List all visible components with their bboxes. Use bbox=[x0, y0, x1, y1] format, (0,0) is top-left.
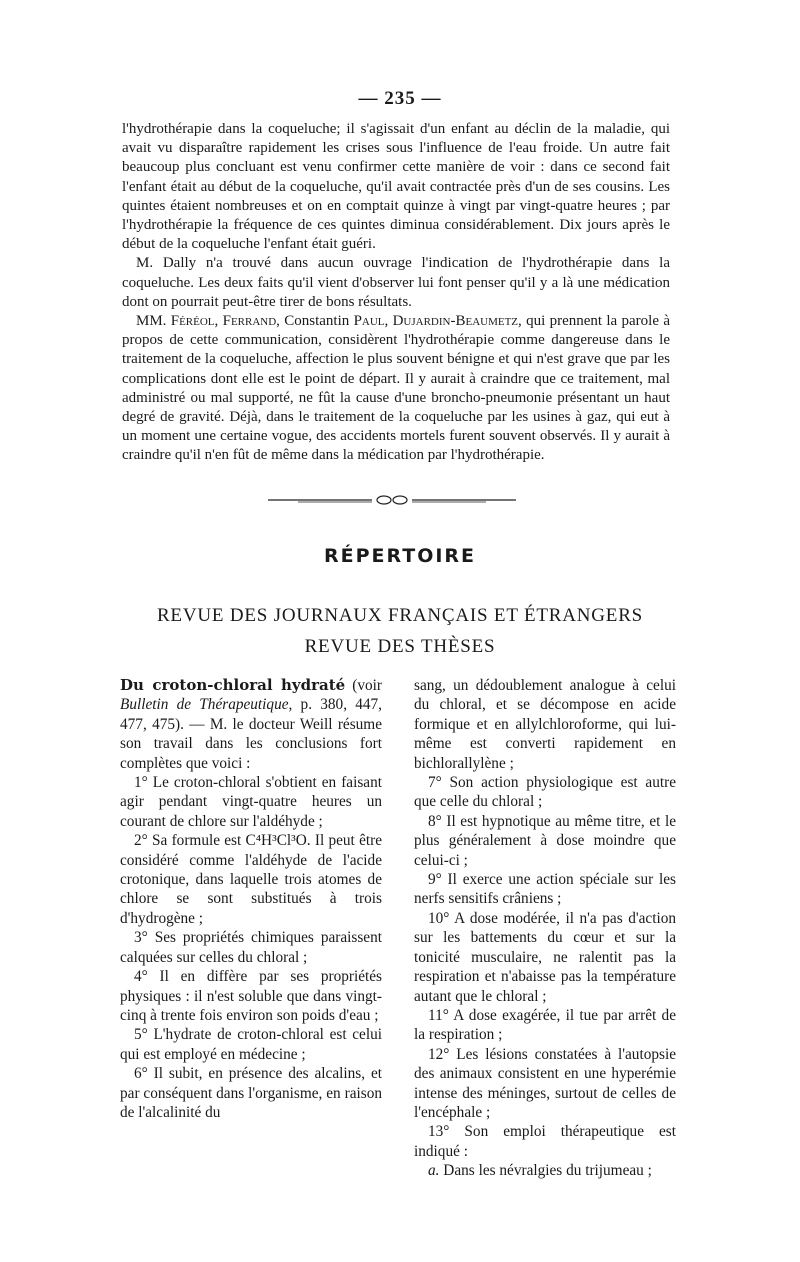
list-item: 6° Il subit, en présence des alcalins, et par conséquent dans l'organisme, en raison de l'alcalinité du bbox=[120, 1065, 382, 1121]
section-divider-ornament bbox=[268, 492, 516, 508]
list-item: 10° A dose modérée, il n'a pas d'action sur les battements du cœur et sur la tonicité musculaire, ne ralentit pas la respiration et n'abaisse pas la température autant que le chloral ; bbox=[414, 909, 676, 1005]
section-subtitle: REVUE DES THÈSES bbox=[304, 636, 496, 657]
list-item: 13° Son emploi thérapeutique est indiqué : bbox=[414, 1123, 676, 1160]
right-column bbox=[414, 676, 676, 1181]
list-item: 11° A dose exagérée, il tue par arrêt de la respiration ; bbox=[414, 1006, 676, 1044]
list-item: 7° Son action physiologique est autre que celle du chloral ; bbox=[414, 774, 676, 811]
paragraph: M. Dally n'a trouvé dans aucun ouvrage l'indication de l'hydrothérapie dans la coqueluche. Les deux faits qu'il vient d'observer lui font penser qu'il y a là une médication dont on pourrait peut-être tirer de bons résultats. bbox=[122, 255, 670, 310]
paragraph: l'hydrothérapie dans la coqueluche; il s'agissait d'un enfant au déclin de la maladie, qui avait vu disparaître rapidement les crises sous l'influence de l'eau froide. Un autre fait beaucoup plus concluant est venu confirmer cette manière de voir : dans ce second fait l'enfant était au début de la coqueluche, qu'il avait contractée près d'un de ses cousins. Les quintes étaient nombreuses et on en comptait quinze à vingt par vingt-quatre heures ; par l'hydrothérapie la fréquence de ces quintes diminua considérablement. Dix jours après le début de la coqueluche l'enfant était guéri. bbox=[122, 121, 670, 253]
paragraph: MM. Féréol, Ferrand, Constantin Paul, Dujardin-Beaumetz, qui prennent la parole à propos de cette communication, considèrent l'hydrothérapie comme dangereuse dans le traitement de la coqueluche, affection le plus souvent bénigne et qui n'est grave que par les complications dont elle est le point de départ. Il y aurait à craindre que ce traitement, mal administré ou mal supporté, ne fût la cause d'une broncho-pneumonie présentant un haut degré de gravité. Déjà, dans le traitement de la coqueluche par les usines à gaz, qui eut à un moment une certaine vogue, des accidents mortels furent souvent observés. Il y aurait à craindre qu'il n'en fût de même dans la médication par l'hydrothérapie. bbox=[122, 313, 670, 464]
list-item-label: a. bbox=[428, 1162, 440, 1180]
list-item: 5° L'hydrate de croton-chloral est celui qui est employé en médecine ; bbox=[120, 1026, 382, 1063]
author-name: Dujardin-Beaumetz, bbox=[392, 313, 522, 330]
author-names: Féréol, Ferrand, bbox=[170, 313, 280, 330]
section-subtitle: REVUE DES JOURNAUX FRANÇAIS ET ÉTRANGERS bbox=[156, 605, 644, 626]
list-item: a. Dans les névralgies du trijumeau ; bbox=[428, 1162, 652, 1180]
list-item-continuation: sang, un dédoublement analogue à celui du chloral, et se décompose en acide formique et en allylchloroforme, qui lui-même est converti rapidement en bichlorallylène ; bbox=[414, 677, 676, 772]
left-column bbox=[120, 676, 382, 1122]
author-name: Paul, bbox=[353, 313, 389, 330]
list-item: 3° Ses propriétés chimiques paraissent calquées sur celles du chloral ; bbox=[120, 929, 382, 966]
article-intro: Du croton-chloral hydraté (voir Bulletin de Thérapeutique, p. 380, 447, 477, 475). — M. le docteur Weill résume son travail dans les conclusions fort complètes que voici : bbox=[120, 676, 382, 772]
list-item: 2° Sa formule est C⁴H³Cl³O. Il peut être considéré comme l'aldéhyde de l'acide crotonique, dans laquelle trois atomes de chlore se sont substitués à trois d'hydrogène ; bbox=[120, 832, 382, 927]
page-number: — 235 — bbox=[358, 88, 442, 109]
list-item: 1° Le croton-chloral s'obtient en faisant agir pendant vingt-quatre heures un courant de chlore sur l'aldéhyde ; bbox=[120, 774, 382, 830]
list-item: 8° Il est hypnotique au même titre, et le plus généralement à dose moindre que celui-ci ; bbox=[414, 812, 676, 869]
section-title: RÉPERTOIRE bbox=[323, 545, 477, 567]
body-text bbox=[122, 120, 670, 466]
article-title: Du croton-chloral hydraté bbox=[120, 676, 346, 694]
list-item: 4° Il en diffère par ses propriétés physiques : il n'est soluble que dans vingt-cinq à trente fois environ son poids d'eau ; bbox=[120, 968, 382, 1024]
list-item: 12° Les lésions constatées à l'autopsie des animaux consistent en une hyperémie intense des méninges, surtout de celles de l'encéphale ; bbox=[414, 1045, 676, 1121]
list-item: 9° Il exerce une action spéciale sur les nerfs sensitifs crâniens ; bbox=[414, 871, 676, 908]
journal-reference: Bulletin de Thérapeutique, bbox=[120, 696, 293, 714]
